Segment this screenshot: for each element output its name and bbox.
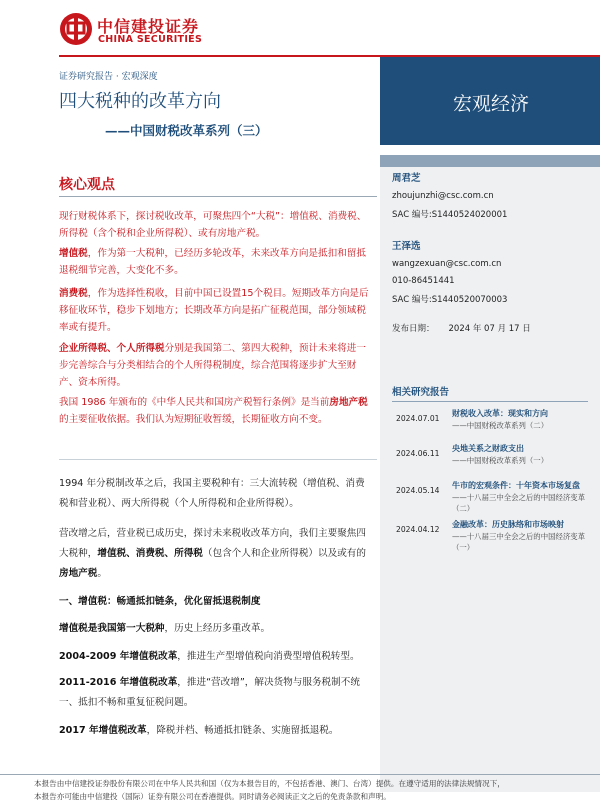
brand-name-cn: 中信建投证券 [97, 17, 200, 36]
section-heading-1-text: 一、增值税：畅通抵扣链条，优化留抵退税制度 [59, 596, 261, 607]
related-rule [392, 401, 588, 402]
brand-name-en: CHINA SECURITIES [98, 34, 203, 45]
publish-label: 发布日期： [392, 324, 435, 334]
report-subtitle: ——中国财税改革系列（三） [105, 123, 268, 138]
vat-reform-2017 [59, 722, 374, 739]
analyst-2-phone: 010-86451441 [392, 276, 455, 286]
analyst-2-email[interactable]: wangzexuan@csc.com.cn [392, 259, 502, 269]
disclaimer-footer [34, 777, 600, 800]
vat-intro-lead: 增值税是我国第一大税种 [59, 623, 165, 634]
analyst-2-sac: SAC 编号:S1440520070003 [392, 295, 508, 305]
sidebar-top-band [380, 155, 600, 167]
report-title: 四大税种的改革方向 [59, 91, 221, 112]
body-p2-bold-2: 房地产税 [59, 568, 98, 579]
core-vat [59, 245, 374, 279]
core-rule [59, 196, 377, 197]
related-item-date: 2024.05.14 [396, 486, 440, 495]
body-paragraph-1: 1994 年分税制改革之后，我国主要税种有：三大流转税（增值税、消费税和营业税）、两大所得税（个人所得税和企业所得税）。 [59, 478, 365, 509]
body-p2-end: 。 [97, 568, 107, 579]
vat-reform-2004-text: ，推进生产型增值税向消费型增值税转型。 [177, 651, 360, 662]
body-p2-mid: （包含个人和企业所得税）以及或有的 [202, 548, 366, 559]
footer-rule [0, 774, 600, 775]
publish-date [392, 322, 531, 334]
core-consumption-text: ，作为选择性税收，目前中国已设置15个税目。短期改革方向是后移征收环节，稳步下划地方；长期改革方向是拓广征税范围，部分领域税率或有提升。 [59, 288, 369, 333]
body-p2-pre: 营改增之后，营业税已成历史，探讨未来税收改革方向，我们主要聚焦四大税种， [59, 528, 366, 559]
core-property [59, 394, 374, 428]
related-heading: 相关研究报告 [392, 387, 450, 398]
related-item-subtitle: ——十八届三中全会之后的中国经济变革（一） [452, 532, 586, 552]
related-item[interactable] [392, 480, 592, 514]
related-item-title[interactable]: 财税收入改革：现实和方向 [452, 409, 548, 418]
core-vat-text: ，作为第一大税种，已经历多轮改革，未来改革方向是抵扣和留抵退税细节完善，大变化不多。 [59, 248, 366, 276]
analyst-2 [392, 238, 507, 305]
related-item-date: 2024.06.11 [396, 449, 440, 458]
core-consumption-lead: 消费税 [59, 288, 88, 299]
vat-intro [59, 620, 374, 637]
related-item-title[interactable]: 央地关系之财政支出 [452, 444, 524, 453]
vat-reform-2004 [59, 648, 374, 665]
body-paragraph-2 [59, 524, 374, 584]
core-income [59, 340, 374, 391]
vat-reform-2011 [59, 673, 374, 713]
report-category: 证券研究报告 · 宏观深度 [59, 72, 158, 82]
disclaimer-line-1: 本报告由中信建投证券股份有限公司在中华人民共和国（仅为本报告目的，不包括香港、澳门、台湾）提供。在遵守适用的法律法规情况下， [34, 779, 505, 788]
related-item-subtitle: ——十八届三中全会之后的中国经济变革（二） [452, 493, 586, 513]
core-intro: 现行财税体系下，探讨税收改革，可聚焦四个“大税”：增值税、消费税、所得税（含个税和企业所得税）、或有房地产税。 [59, 211, 367, 239]
related-item-date: 2024.07.01 [396, 414, 440, 423]
vat-intro-text: ，历史上经历多重改革。 [164, 623, 271, 634]
analyst-1-sac: SAC 编号:S1440524020001 [392, 210, 508, 220]
core-property-lead: 房地产税 [329, 397, 368, 408]
related-item-title[interactable]: 金融改革：历史脉络和市场映射 [452, 520, 564, 529]
core-property-pre: 我国 1986 年颁布的《中华人民共和国房产税暂行条例》是当前 [59, 397, 330, 408]
analyst-1-email[interactable]: zhoujunzhi@csc.com.cn [392, 191, 494, 201]
related-item[interactable] [392, 443, 592, 477]
analyst-2-name: 王泽选 [392, 241, 421, 252]
core-consumption [59, 285, 374, 336]
core-income-text: 分别是我国第二、第四大税种，预计未来将进一步完善综合与分类相结合的个人所得税制度，综合范围将逐步扩大至财产、资本所得。 [59, 343, 366, 388]
brand-logo [59, 10, 219, 50]
core-income-lead: 企业所得税、个人所得税 [59, 343, 165, 354]
vat-reform-2017-lead: 2017 年增值税改革 [59, 725, 147, 736]
related-item[interactable] [392, 408, 592, 442]
vat-reform-2011-lead: 2011-2016 年增值税改革 [59, 677, 178, 688]
section-title: 宏观经济 [453, 93, 530, 115]
related-item-title[interactable]: 牛市的宏观条件：十年资本市场复盘 [452, 481, 580, 490]
related-item-subtitle: ——中国财税改革系列（二） [452, 421, 549, 430]
related-item[interactable] [392, 519, 592, 553]
analyst-1 [392, 170, 507, 220]
disclaimer-line-2: 本报告亦可能由中信建投（国际）证券有限公司在香港提供。同时请务必阅读正文之后的免责条款和声明。 [34, 792, 391, 800]
vat-reform-2004-lead: 2004-2009 年增值税改革 [59, 651, 178, 662]
related-item-date: 2024.04.12 [396, 525, 440, 534]
body-p2-bold-1: 增值税、消费税、所得税 [97, 548, 203, 559]
china-securities-logo-icon [59, 12, 93, 46]
related-item-subtitle: ——中国财税改革系列（一） [452, 456, 549, 465]
vat-reform-2011-text: ，推进“营改增”，解决货物与服务税制不统一、抵扣不畅和重复征税问题。 [59, 677, 360, 708]
analyst-1-name: 周君芝 [392, 173, 421, 184]
core-heading: 核心观点 [59, 177, 115, 193]
section-heading-1 [59, 593, 374, 610]
vat-reform-2017-text: ，降税并档、畅通抵扣链条、实施留抵退税。 [146, 725, 339, 736]
publish-value: 2024 年 07 月 17 日 [448, 324, 531, 334]
core-property-text: 的主要征收依据。我们认为短期征收暂缓，长期征收方向不变。 [59, 414, 328, 425]
core-vat-lead: 增值税 [59, 248, 88, 259]
section-divider [59, 459, 377, 460]
